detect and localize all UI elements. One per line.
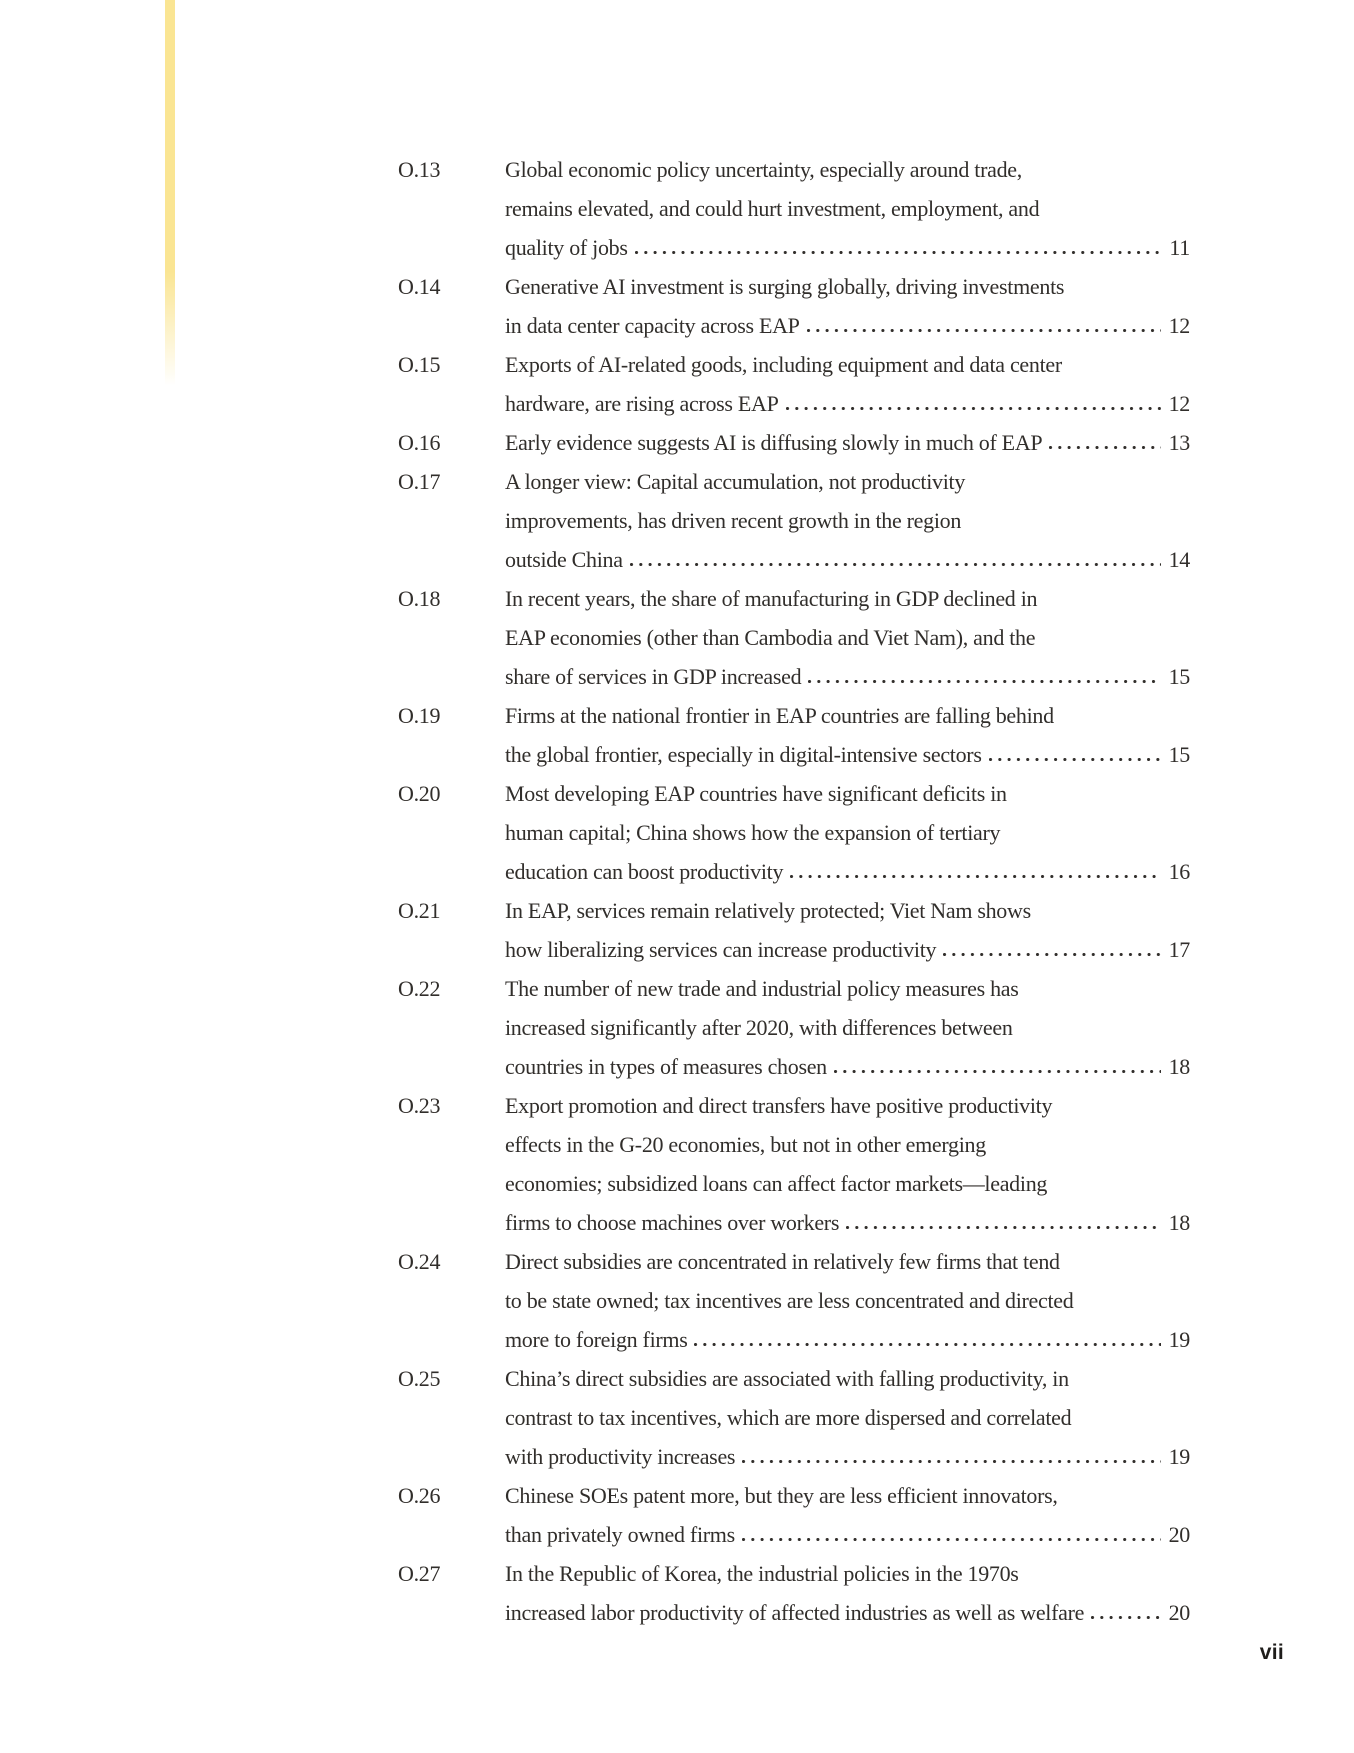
footer-page-number: vii [1259, 1641, 1284, 1664]
toc-entry [398, 345, 1190, 423]
toc-entry-number: O.19 [398, 703, 441, 728]
toc-line: Chinese SOEs patent more, but they are less efficient innovators, [505, 1483, 1058, 1508]
toc-page-number: 14 [1168, 547, 1190, 572]
toc-entry [398, 1359, 1190, 1476]
toc-line-text: quality of jobs [505, 235, 628, 260]
toc-line-with-page [505, 228, 1190, 267]
toc-line: EAP economies (other than Cambodia and Viet Nam), and the [505, 625, 1036, 650]
toc-line-text: hardware, are rising across EAP [505, 391, 779, 416]
toc-page-number: 20 [1168, 1522, 1190, 1547]
toc-entry-number: O.25 [398, 1366, 441, 1391]
toc-entry [398, 891, 1190, 969]
toc-entry [398, 1476, 1190, 1554]
toc-page-number: 18 [1168, 1210, 1190, 1235]
toc-line-text: in data center capacity across EAP [505, 313, 800, 338]
toc-line: China’s direct subsidies are associated with falling productivity, in [505, 1366, 1069, 1391]
toc-line: to be state owned; tax incentives are less concentrated and directed [505, 1288, 1074, 1313]
toc-entry-body [505, 579, 1190, 696]
toc-line-text: with productivity increases [505, 1444, 736, 1469]
toc-line-with-page [505, 735, 1190, 774]
dot-leader [692, 1325, 1168, 1347]
toc-line-with-page [505, 1593, 1190, 1632]
toc-entry-body [505, 267, 1190, 345]
toc-entry-body [505, 150, 1190, 267]
toc-entry [398, 969, 1190, 1086]
toc-line-text: countries in types of measures chosen [505, 1054, 827, 1079]
toc-line-with-page [505, 423, 1190, 462]
toc-list [398, 150, 1190, 1632]
toc-page-number: 20 [1168, 1600, 1190, 1625]
toc-line-text: more to foreign firms [505, 1327, 688, 1352]
toc-entry [398, 267, 1190, 345]
toc-entry [398, 579, 1190, 696]
toc-line-with-page [505, 930, 1190, 969]
toc-line-with-page [505, 1515, 1190, 1554]
toc-entry-body [505, 1554, 1190, 1632]
toc-line: economies; subsidized loans can affect factor markets—leading [505, 1171, 1048, 1196]
toc-entry-body [505, 462, 1190, 579]
toc-entry-number: O.13 [398, 157, 441, 182]
toc-line: Most developing EAP countries have significant deficits in [505, 781, 1007, 806]
toc-entry-body [505, 969, 1190, 1086]
toc-entry-body [505, 1359, 1190, 1476]
toc-line-text: firms to choose machines over workers [505, 1210, 840, 1235]
toc-line: Direct subsidies are concentrated in relatively few firms that tend [505, 1249, 1060, 1274]
toc-page-number: 15 [1168, 664, 1190, 689]
toc-entry [398, 1086, 1190, 1242]
toc-line: In recent years, the share of manufacturing in GDP declined in [505, 586, 1038, 611]
toc-line-with-page [505, 540, 1190, 579]
toc-entry-number: O.18 [398, 586, 441, 611]
dot-leader [740, 1520, 1169, 1542]
dot-leader [987, 740, 1169, 762]
toc-line-with-page [505, 1437, 1190, 1476]
toc-entry-number: O.21 [398, 898, 441, 923]
dot-leader [941, 935, 1168, 957]
toc-entry [398, 423, 1190, 462]
toc-entry [398, 1554, 1190, 1632]
toc-entry [398, 462, 1190, 579]
toc-line: contrast to tax incentives, which are more dispersed and correlated [505, 1405, 1072, 1430]
toc-line-with-page [505, 384, 1190, 423]
toc-entry-body [505, 1476, 1190, 1554]
toc-entry-number: O.22 [398, 976, 441, 1001]
toc-line-with-page [505, 1203, 1190, 1242]
toc-line-text: increased labor productivity of affected industries as well as welfare [505, 1600, 1085, 1625]
toc-line: In the Republic of Korea, the industrial policies in the 1970s [505, 1561, 1019, 1586]
toc-entry-number: O.27 [398, 1561, 441, 1586]
toc-page-number: 12 [1168, 391, 1190, 416]
toc-entry-number: O.17 [398, 469, 441, 494]
toc-entry-number: O.24 [398, 1249, 441, 1274]
toc-line-text: how liberalizing services can increase productivity [505, 937, 937, 962]
dot-leader [805, 311, 1169, 333]
dot-leader [740, 1442, 1168, 1464]
toc-entry-body [505, 345, 1190, 423]
toc-page-number: 13 [1168, 430, 1190, 455]
toc-entry-body [505, 1242, 1190, 1359]
toc-line-with-page [505, 306, 1190, 345]
dot-leader [806, 662, 1168, 684]
toc-entry [398, 1242, 1190, 1359]
toc-line-with-page [505, 1320, 1190, 1359]
toc-entry-number: O.20 [398, 781, 441, 806]
toc-entry-number: O.15 [398, 352, 441, 377]
dot-leader [844, 1208, 1169, 1230]
dot-leader [633, 233, 1170, 255]
toc-line: effects in the G-20 economies, but not in other emerging [505, 1132, 986, 1157]
toc-entry-number: O.16 [398, 430, 441, 455]
dot-leader [1047, 428, 1168, 450]
toc-line-with-page [505, 1047, 1190, 1086]
toc-line-with-page [505, 852, 1190, 891]
toc-line-text: outside China [505, 547, 623, 572]
toc-entry-body [505, 423, 1190, 462]
toc-line: Firms at the national frontier in EAP countries are falling behind [505, 703, 1054, 728]
toc-line: Exports of AI-related goods, including equipment and data center [505, 352, 1062, 377]
toc-entry-number: O.14 [398, 274, 441, 299]
toc-entry-number: O.26 [398, 1483, 441, 1508]
toc-entry [398, 696, 1190, 774]
dot-leader [1089, 1598, 1169, 1620]
toc-entry-body [505, 1086, 1190, 1242]
toc-page-number: 18 [1168, 1054, 1190, 1079]
toc-page-number: 11 [1169, 235, 1190, 260]
toc-line: A longer view: Capital accumulation, not productivity [505, 469, 966, 494]
toc-entry-body [505, 774, 1190, 891]
dot-leader [788, 857, 1168, 879]
toc-line: Export promotion and direct transfers have positive productivity [505, 1093, 1053, 1118]
toc-entry-body [505, 891, 1190, 969]
dot-leader [628, 545, 1169, 567]
toc-entry [398, 150, 1190, 267]
toc-line-with-page [505, 657, 1190, 696]
toc-line-text: education can boost productivity [505, 859, 784, 884]
toc-line: improvements, has driven recent growth in the region [505, 508, 962, 533]
toc-page-number: 12 [1168, 313, 1190, 338]
accent-bar [165, 0, 175, 392]
toc-page-number: 15 [1168, 742, 1190, 767]
dot-leader [832, 1052, 1169, 1074]
toc-entry [398, 774, 1190, 891]
toc-line: The number of new trade and industrial policy measures has [505, 976, 1019, 1001]
toc-page-number: 19 [1168, 1444, 1190, 1469]
toc-page-number: 17 [1168, 937, 1190, 962]
toc-line-text: the global frontier, especially in digital-intensive sectors [505, 742, 982, 767]
toc-page-number: 16 [1168, 859, 1190, 884]
toc-line: In EAP, services remain relatively protected; Viet Nam shows [505, 898, 1031, 923]
toc-entry-body [505, 696, 1190, 774]
toc-line: human capital; China shows how the expansion of tertiary [505, 820, 1001, 845]
toc-line: remains elevated, and could hurt investment, employment, and [505, 196, 1040, 221]
toc-entry-number: O.23 [398, 1093, 441, 1118]
toc-line-text: than privately owned firms [505, 1522, 735, 1547]
toc-page-number: 19 [1168, 1327, 1190, 1352]
toc-line: increased significantly after 2020, with differences between [505, 1015, 1013, 1040]
toc-line: Global economic policy uncertainty, especially around trade, [505, 157, 1022, 182]
toc-line-text: share of services in GDP increased [505, 664, 802, 689]
toc-line-text: Early evidence suggests AI is diffusing slowly in much of EAP [505, 430, 1043, 455]
dot-leader [784, 389, 1169, 411]
toc-line: Generative AI investment is surging globally, driving investments [505, 274, 1065, 299]
